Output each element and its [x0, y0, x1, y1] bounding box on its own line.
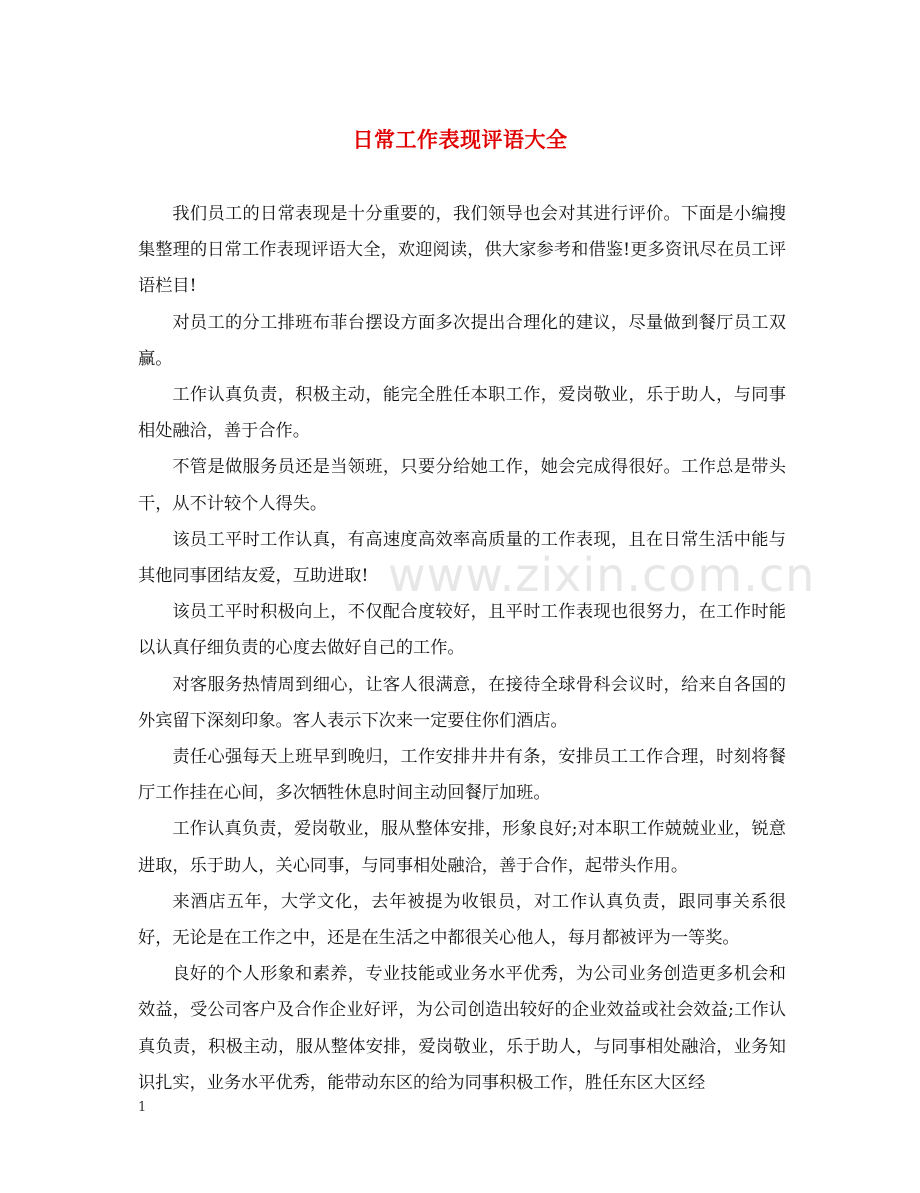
- paragraph: 该员工平时积极向上，不仅配合度较好，且平时工作表现也很努力，在工作时能以认真仔细负责的心度去做好自己的工作。: [138, 602, 786, 659]
- paragraph: 对客服务热情周到细心，让客人很满意，在接待全球骨科会议时，给来自各国的外宾留下深刻印象。客人表示下次来一定要住你们酒店。: [138, 674, 786, 731]
- paragraph: 我们员工的日常表现是十分重要的，我们领导也会对其进行评价。下面是小编搜集整理的日常工作表现评语大全，欢迎阅读，供大家参考和借鉴!更多资讯尽在员工评语栏目!: [138, 204, 786, 297]
- paragraph: 工作认真负责，积极主动，能完全胜任本职工作，爱岗敬业，乐于助人，与同事相处融洽，善于合作。: [138, 385, 786, 442]
- paragraph: 不管是做服务员还是当领班，只要分给她工作，她会完成得很好。工作总是带头干，从不计较个人得失。: [138, 457, 786, 514]
- document-title: 日常工作表现评语大全: [352, 128, 568, 152]
- paragraph: 工作认真负责，爱岗敬业，服从整体安排，形象良好;对本职工作兢兢业业，锐意进取，乐于助人，关心同事，与同事相处融洽，善于合作，起带头作用。: [138, 819, 786, 876]
- document-body: [138, 196, 786, 1101]
- paragraph: 对员工的分工排班布菲台摆设方面多次提出合理化的建议，尽量做到餐厅员工双赢。: [138, 312, 786, 369]
- paragraph: 来酒店五年，大学文化，去年被提为收银员，对工作认真负责，跟同事关系很好，无论是在工作之中，还是在生活之中都很关心他人，每月都被评为一等奖。: [138, 891, 786, 949]
- page-number: 1: [138, 1100, 147, 1115]
- watermark: www.zixin.com.cn: [388, 548, 816, 602]
- paragraph: 良好的个人形象和素养，专业技能或业务水平优秀，为公司业务创造更多机会和效益，受公司客户及合作企业好评，为公司创造出较好的企业效益或社会效益;工作认真负责，积极主动，服从整体安排，爱岗敬业，乐于助人，与同事相处融洽，业务知识扎实，业务水平优秀，能带动东区的给为同事积极工作，胜任东区大区经: [138, 964, 786, 1093]
- paragraph: 责任心强每天上班早到晚归，工作安排井井有条，安排员工工作合理，时刻将餐厅工作挂在心间，多次牺牲休息时间主动回餐厅加班。: [138, 747, 786, 804]
- paragraph: 该员工平时工作认真，有高速度高效率高质量的工作表现，且在日常生活中能与其他同事团结友爱，互助进取!: [138, 529, 786, 587]
